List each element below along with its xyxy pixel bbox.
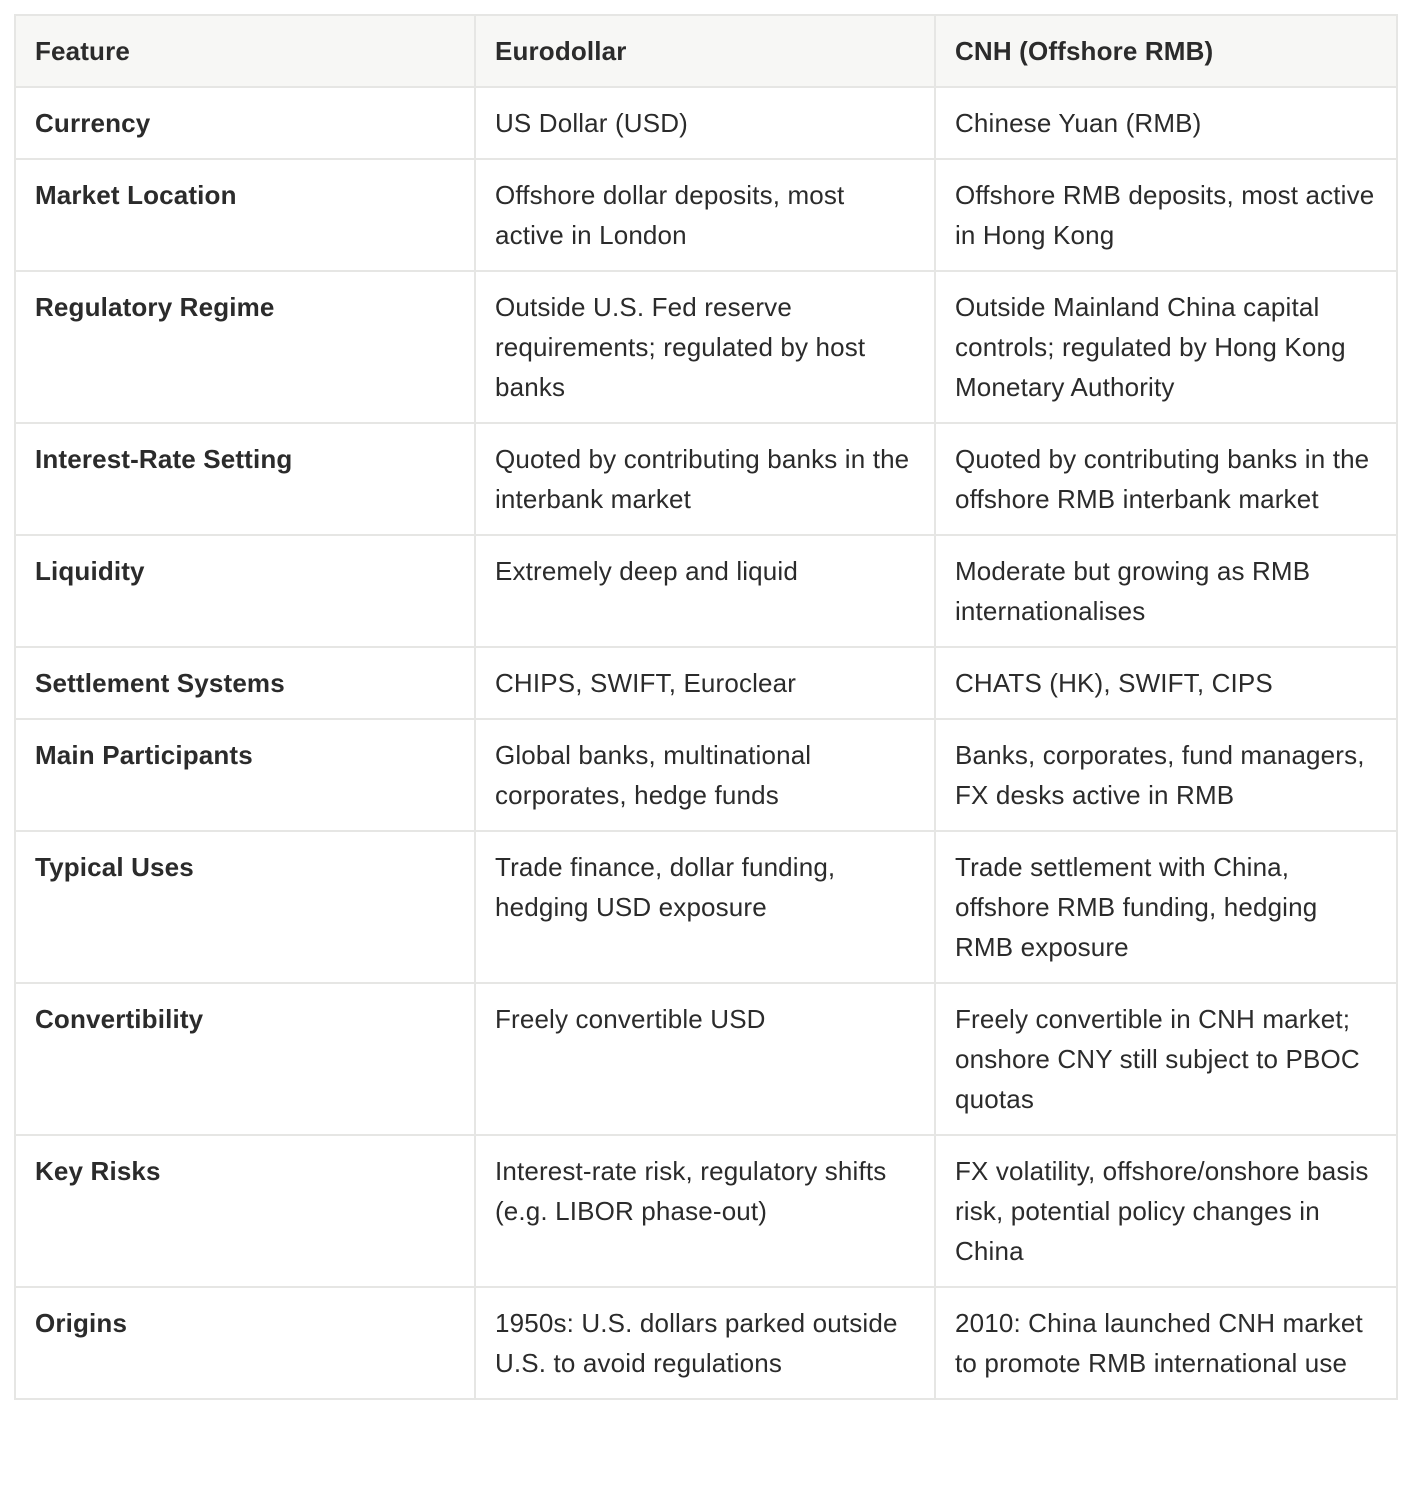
feature-cell: Key Risks xyxy=(15,1135,475,1287)
table-row xyxy=(15,831,1397,983)
feature-cell: Convertibility xyxy=(15,983,475,1135)
feature-cell: Market Location xyxy=(15,159,475,271)
eurodollar-cell: Freely convertible USD xyxy=(475,983,935,1135)
table-row xyxy=(15,1287,1397,1399)
eurodollar-cell: Outside U.S. Fed reserve requirements; regulated by host banks xyxy=(475,271,935,423)
eurodollar-cell: CHIPS, SWIFT, Euroclear xyxy=(475,647,935,719)
eurodollar-cell: Offshore dollar deposits, most active in London xyxy=(475,159,935,271)
eurodollar-cell: Interest-rate risk, regulatory shifts (e.g. LIBOR phase-out) xyxy=(475,1135,935,1287)
table-row xyxy=(15,423,1397,535)
table-row xyxy=(15,983,1397,1135)
header-cnh: CNH (Offshore RMB) xyxy=(935,15,1397,87)
cnh-cell: Moderate but growing as RMB internationalises xyxy=(935,535,1397,647)
eurodollar-cell: Global banks, multinational corporates, hedge funds xyxy=(475,719,935,831)
cnh-cell: Freely convertible in CNH market; onshore CNY still subject to PBOC quotas xyxy=(935,983,1397,1135)
cnh-cell: FX volatility, offshore/onshore basis risk, potential policy changes in China xyxy=(935,1135,1397,1287)
header-feature: Feature xyxy=(15,15,475,87)
eurodollar-cell: US Dollar (USD) xyxy=(475,87,935,159)
table-row xyxy=(15,647,1397,719)
feature-cell: Main Participants xyxy=(15,719,475,831)
header-eurodollar: Eurodollar xyxy=(475,15,935,87)
table-row xyxy=(15,719,1397,831)
feature-cell: Origins xyxy=(15,1287,475,1399)
eurodollar-cell: Extremely deep and liquid xyxy=(475,535,935,647)
cnh-cell: Trade settlement with China, offshore RMB funding, hedging RMB exposure xyxy=(935,831,1397,983)
feature-cell: Settlement Systems xyxy=(15,647,475,719)
comparison-table xyxy=(14,14,1398,1400)
feature-cell: Interest-Rate Setting xyxy=(15,423,475,535)
eurodollar-cell: Quoted by contributing banks in the interbank market xyxy=(475,423,935,535)
table-row xyxy=(15,271,1397,423)
table-row xyxy=(15,1135,1397,1287)
cnh-cell: Offshore RMB deposits, most active in Hong Kong xyxy=(935,159,1397,271)
table-row xyxy=(15,87,1397,159)
eurodollar-cell: Trade finance, dollar funding, hedging USD exposure xyxy=(475,831,935,983)
header-row xyxy=(15,15,1397,87)
feature-cell: Regulatory Regime xyxy=(15,271,475,423)
table-row xyxy=(15,159,1397,271)
table-header xyxy=(15,15,1397,87)
cnh-cell: Banks, corporates, fund managers, FX desks active in RMB xyxy=(935,719,1397,831)
cnh-cell: 2010: China launched CNH market to promote RMB international use xyxy=(935,1287,1397,1399)
feature-cell: Currency xyxy=(15,87,475,159)
cnh-cell: Chinese Yuan (RMB) xyxy=(935,87,1397,159)
cnh-cell: Quoted by contributing banks in the offshore RMB interbank market xyxy=(935,423,1397,535)
feature-cell: Typical Uses xyxy=(15,831,475,983)
eurodollar-cell: 1950s: U.S. dollars parked outside U.S. to avoid regulations xyxy=(475,1287,935,1399)
cnh-cell: CHATS (HK), SWIFT, CIPS xyxy=(935,647,1397,719)
feature-cell: Liquidity xyxy=(15,535,475,647)
table-body xyxy=(15,87,1397,1399)
table-row xyxy=(15,535,1397,647)
cnh-cell: Outside Mainland China capital controls; regulated by Hong Kong Monetary Authority xyxy=(935,271,1397,423)
